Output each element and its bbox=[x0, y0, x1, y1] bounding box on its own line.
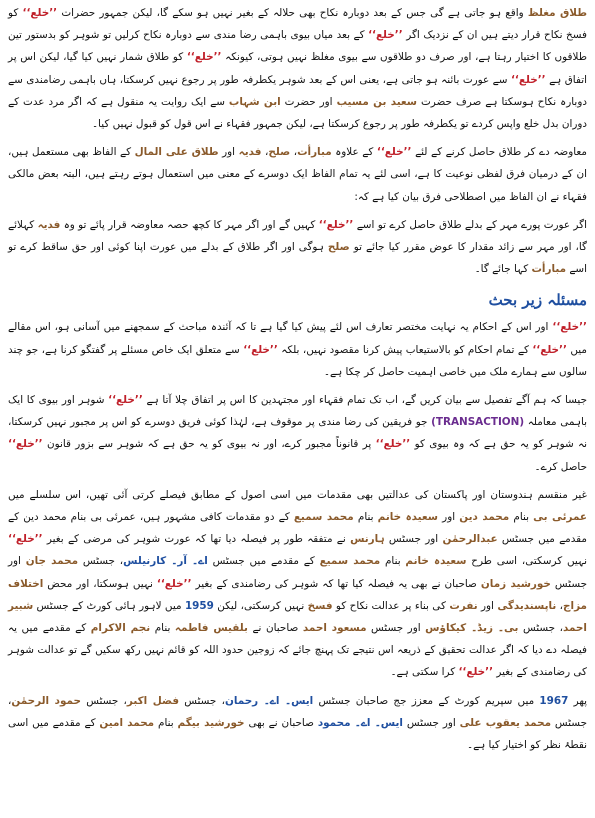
highlight-term: ’’خلع‘‘ bbox=[22, 7, 58, 19]
text-run: نہیں ہوسکتا، اور محض bbox=[43, 577, 157, 590]
text-run: کو طلاق شمار نہیں کیا گیا، لیکن اس پر اتفاق ہے bbox=[8, 51, 587, 86]
text-run: اور جسٹس bbox=[8, 555, 588, 590]
text-run: نہیں کرسکتی، لیکن bbox=[213, 599, 308, 612]
highlight-term: ’’خلع‘‘ bbox=[552, 321, 587, 334]
text-run: شوہر اور بیوی کا ایک باہمی معاملہ bbox=[8, 394, 588, 429]
highlight-name: فدیہ bbox=[37, 218, 61, 231]
highlight-name: ہارنس bbox=[350, 533, 385, 546]
paragraph-supreme-court bbox=[8, 690, 587, 757]
text-run: واقع ہو جاتی ہے گی جس کے بعد دوبارہ نکاح بھی حلالہ کے بغیر نہیں ہو سکے گا، لیکن جمہور حضرات bbox=[57, 7, 528, 19]
text-run: کے بعد میاں بیوی باہمی رضا مندی سے دوبارہ نکاح کرلیں تو شوہر کو بدستور تین طلاقوں کا اختیار رہتا ہے، اور صرف دو طلاقوں سے بیوی مغلظ نہیں ہوتی، کیونکہ bbox=[8, 29, 587, 64]
text-run: اور اس کے احکام یہ نہایت مختصر تعارف اس لئے پیش کیا گیا ہے تا کہ آئندہ مباحث کے سمجھنے میں آسانی ہو، اس مقالے میں bbox=[8, 321, 587, 356]
text-run: ، bbox=[556, 599, 564, 612]
text-run: میں سپریم کورٹ کے معزز جج صاحبان جسٹس bbox=[313, 694, 540, 707]
highlight-name: صلح bbox=[268, 146, 291, 159]
highlight-name: عمرئی بی bbox=[533, 511, 588, 524]
text-run: سے متعلق ایک خاص مسئلے پر گفتگو کرنا ہے، جو چند سالوں سے ہمارے ملک میں خاصی اہمیت حاصل کر چکا ہے۔ bbox=[8, 343, 587, 378]
highlight-name: طلاق علی المال bbox=[134, 146, 219, 159]
highlight-name: محمد سمیع bbox=[293, 511, 354, 524]
highlight-name: سعیدہ خانم bbox=[377, 511, 439, 524]
text-run: ہوگی اور اگر طلاق کے بدلے میں عورت اپنا کوئی اور حق ساقط کرے تو اسے bbox=[8, 241, 587, 276]
highlight-name: عبدالرحمٰن bbox=[442, 533, 498, 546]
highlight-name: خورشید بیگم bbox=[177, 716, 245, 729]
highlight-term: ’’خلع‘‘ bbox=[156, 577, 192, 590]
text-run: ، bbox=[261, 146, 269, 159]
highlight-term: ’’خلع‘‘ bbox=[8, 533, 43, 546]
text-run: بنام bbox=[380, 555, 406, 568]
text-run: پر قانوناً مجبور کرے، اور نہ بیوی کو یہ حق ہے کہ شوہر سے بزور قانون bbox=[42, 438, 376, 451]
text-run: جو فریقین کی رضا مندی پر موقوف ہے، لہٰذا کوئی فریق دوسرے کو اس پر مجبور نہیں کرسکتا، نہ شوہر کو یہ حق ہے کہ وہ بیوی کو bbox=[8, 416, 587, 451]
text-run: صاحبان نے بھی یہ فیصلہ کیا تھا کہ شوہر کی رضامندی کے بغیر bbox=[191, 577, 481, 590]
paragraph-terminology bbox=[8, 141, 587, 208]
highlight-name: (TRANSACTION) bbox=[431, 416, 525, 429]
text-run: نہیں کرسکتی، اسی طرح bbox=[466, 555, 587, 568]
highlight-term: ’’خلع‘‘ bbox=[8, 438, 43, 451]
highlight-name: مسعود احمد bbox=[302, 622, 367, 635]
text-run: بنام bbox=[154, 716, 178, 729]
highlight-term: ’’خلع‘‘ bbox=[368, 29, 403, 42]
text-run: کے تمام احکام کو بالاستیعاب پیش کرنا مقصود نہیں، بلکہ bbox=[277, 343, 533, 356]
highlight-name: مبارأت bbox=[297, 146, 332, 159]
highlight-name: محمد یعقوب علی bbox=[459, 716, 552, 729]
highlight-name: 1959 bbox=[184, 599, 214, 612]
highlight-term: ’’خلع‘‘ bbox=[376, 146, 412, 159]
highlight-name: حمود الرحمٰن bbox=[11, 694, 81, 707]
text-run: اور جسٹس bbox=[366, 622, 426, 635]
text-run: ، جسٹس bbox=[179, 694, 225, 707]
text-run: ، جسٹس bbox=[8, 694, 587, 729]
text-run: بنام bbox=[150, 622, 175, 635]
highlight-name: مبارأت bbox=[531, 263, 567, 276]
text-run: کے مقدمے میں جسٹس bbox=[207, 555, 320, 568]
highlight-name: محمد جان bbox=[25, 555, 79, 568]
highlight-name: سعیدہ خانم bbox=[405, 555, 467, 568]
highlight-name: بلقیس فاطمہ bbox=[174, 622, 248, 635]
paragraph-purpose bbox=[8, 316, 587, 383]
text-run: سے عورت بائنہ ہو جاتی ہے، یعنی اس کے بعد شوہر یکطرفہ طور پر رجوع نہیں کرسکتا، ہاں باہمی رضامندی سے دوبارہ نکاح ہوسکتا ہے صرف حضرت bbox=[8, 73, 587, 108]
highlight-name: ایس۔ اے۔ محمود bbox=[317, 716, 403, 729]
text-run: کے مقدمے میں اسی نقطۂ نظر کو اختیار کیا ہے۔ bbox=[8, 716, 587, 752]
text-run: معاوضہ دے کر طلاق حاصل کرنے کے لئے bbox=[411, 146, 587, 159]
text-run: کے دو مقدمات کافی مشہور ہیں، عمرئی بی بنام محمد دین کے مقدمے میں جسٹس bbox=[8, 511, 588, 546]
text-run: پھر bbox=[568, 694, 587, 707]
highlight-term: ’’خلع‘‘ bbox=[510, 73, 546, 86]
highlight-name: شبیر احمد bbox=[8, 599, 587, 635]
text-run: بنام bbox=[509, 511, 534, 524]
highlight-name: فدیہ bbox=[238, 146, 262, 159]
text-run: کہا جائے گا۔ bbox=[474, 263, 532, 276]
paragraph-consensus bbox=[8, 389, 587, 478]
text-run: اور bbox=[477, 599, 498, 612]
text-run: اور جسٹس bbox=[384, 533, 443, 546]
text-run: غیر منقسم ہندوستان اور پاکستان کی عدالتیں بھی مقدمات میں اسی اصول کے مطابق فیصلے کرتی آئی تھیں، اس سلسلے میں bbox=[8, 488, 587, 501]
text-run: کہیں گے اور اگر مہر کا کچھ حصہ معاوضہ قرار پائے تو وہ bbox=[60, 218, 319, 231]
text-run: کہلائے گا، اور مہر سے زائد مقدار کا عوض مقرر کیا جائے تو bbox=[8, 218, 587, 254]
highlight-name: نجم الاکرام bbox=[90, 622, 151, 635]
text-run: کے علاوہ bbox=[331, 146, 377, 159]
highlight-name: طلاق مغلظ bbox=[527, 7, 587, 19]
highlight-name: صلح bbox=[327, 241, 350, 254]
text-run: اور bbox=[218, 146, 239, 159]
text-run: بنام bbox=[353, 511, 378, 524]
paragraph-maliki-distinction bbox=[8, 214, 587, 281]
text-run: ، جسٹس bbox=[518, 622, 563, 635]
paragraph-khula-effects bbox=[8, 2, 587, 135]
highlight-name: فضل اکبر bbox=[126, 694, 180, 707]
text-run: صاحبان نے bbox=[247, 622, 303, 635]
paragraph-court-cases bbox=[8, 484, 587, 684]
text-run: اور bbox=[438, 511, 460, 524]
section-heading: مسئلہ زیر بحث bbox=[488, 291, 587, 310]
text-run: ، جسٹس bbox=[78, 555, 124, 568]
text-run: صاحبان نے بھی bbox=[244, 716, 318, 729]
highlight-name: محمد سمیع bbox=[319, 555, 381, 568]
highlight-name: محمد دین bbox=[459, 511, 510, 524]
text-run: جیسا کہ ہم آگے تفصیل سے بیان کریں گے، اب تک تمام فقہاء اور مجتہدین کا اس پر اتفاق چلا آتا ہے bbox=[142, 394, 587, 407]
highlight-name: سعید بن مسیب bbox=[336, 95, 418, 108]
highlight-name: ناپسندیدگی bbox=[497, 599, 557, 612]
highlight-name: ایس۔ اے۔ رحمان bbox=[224, 694, 314, 707]
text-run: کے الفاظ بھی مستعمل ہیں، ان کے درمیان فرق لفظی نوعیت کا ہے، اسی لئے یہ تمام الفاظ ایک دوسرے کے معنی میں استعمال ہوتے رہتے ہیں، البتہ بعض مالکی فقہاء نے ان الفاظ میں اصطلاحی فرق بیان کیا ہے کہ: bbox=[8, 146, 587, 203]
highlight-term: ’’خلع‘‘ bbox=[243, 343, 278, 356]
highlight-name: نفرت bbox=[449, 599, 478, 612]
text-run: حاصل کرے۔ bbox=[534, 460, 587, 473]
highlight-term: ’’خلع‘‘ bbox=[186, 51, 222, 64]
text-run: کی بناء پر عدالت نکاح کو bbox=[332, 599, 450, 612]
text-run: اگر عورت پورے مہر کے بدلے طلاق حاصل کرے تو اسے bbox=[353, 218, 587, 231]
section-heading-row bbox=[8, 290, 587, 314]
highlight-term: ’’خلع‘‘ bbox=[318, 218, 354, 231]
text-run: کو فسخ نکاح قرار دیتے ہیں ان کے نزدیک اگر bbox=[8, 7, 587, 42]
highlight-term: ’’خلع‘‘ bbox=[108, 394, 143, 407]
highlight-name: خورشید زمان bbox=[480, 577, 551, 590]
text-run: میں لاہور ہائی کورٹ کے جسٹس bbox=[33, 599, 185, 612]
text-run: نے متفقہ طور پر فیصلہ دیا تھا کہ عورت شوہر کی مرضی کے بغیر bbox=[42, 533, 351, 546]
highlight-name: فسخ bbox=[307, 599, 333, 612]
text-run: اور حضرت bbox=[280, 95, 337, 108]
highlight-name: ابن شہاب bbox=[228, 95, 281, 108]
text-run: کرا سکتی ہے۔ bbox=[390, 666, 459, 679]
text-run: ، bbox=[290, 146, 298, 159]
text-run: سے ایک روایت یہ منقول ہے کہ اگر مرد عدت کے دوران بدل خلع واپس کردے تو یکطرفہ طور پر رجوع کرسکتا ہے، لیکن جمہور فقہاء نے اس قول کو قبول نہیں کیا۔ bbox=[8, 95, 587, 131]
text-run: کے مقدمے میں یہ فیصلہ دے دیا کہ اگر عدالت تحقیق کے ذریعہ اس نتیجے تک پہنچ جائے کہ زوجین حدود اللہ کو قائم نہیں رکھ سکیں گے تو عدالت شوہر کی رضامندی کے بغیر bbox=[8, 622, 587, 679]
highlight-name: اے۔ آر۔ کارنیلس bbox=[123, 555, 208, 568]
highlight-name: محمد امین bbox=[99, 716, 155, 729]
highlight-term: ’’خلع‘‘ bbox=[375, 438, 411, 451]
highlight-term: ’’خلع‘‘ bbox=[532, 343, 567, 356]
highlight-name: بی۔ زیڈ۔ کیکاؤس bbox=[425, 622, 519, 635]
highlight-name: اختلاف مزاج bbox=[8, 577, 587, 612]
text-run: اور جسٹس bbox=[402, 716, 460, 729]
highlight-term: ’’خلع‘‘ bbox=[458, 666, 494, 679]
highlight-name: 1967 bbox=[539, 694, 569, 707]
text-run: ، جسٹس bbox=[80, 694, 127, 707]
